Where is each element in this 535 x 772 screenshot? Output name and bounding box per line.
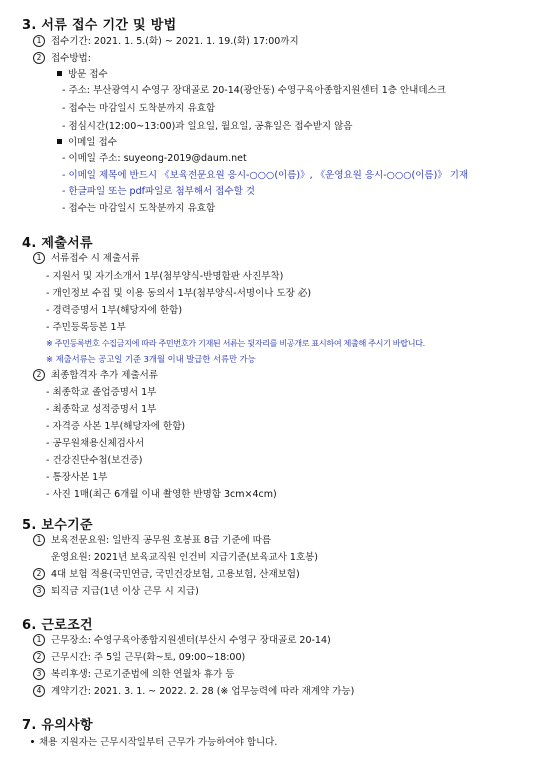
email-subject-line: - 이메일 제목에 반드시 《보육전문요원 응시-○○○(이름)》, 《운영요원 응시-○○○(이름)》 기재 bbox=[62, 170, 469, 181]
s6-item-1 bbox=[33, 634, 331, 647]
email-line: - 접수는 마감일시 도착분까지 유효함 bbox=[62, 203, 216, 214]
email-attachment-line: - 한글파일 또는 pdf파일로 첨부해서 접수할 것 bbox=[62, 186, 255, 197]
s3-item-2-text: 접수방법: bbox=[51, 53, 91, 64]
doc-line: - 공무원채용신체검사서 bbox=[46, 438, 145, 449]
circled-number-2: 2 bbox=[33, 369, 45, 381]
note-line: ※ 주민등록번호 수집금지에 따라 주민번호가 기재된 서류는 뒷자리를 비공개로 표시하여 제출해 주시기 바랍니다. bbox=[46, 338, 425, 348]
email-label: 이메일 접수 bbox=[68, 137, 117, 148]
s3-item-2 bbox=[33, 52, 91, 65]
doc-line: - 사진 1매(최근 6개월 이내 촬영한 반명함 3cm×4cm) bbox=[46, 489, 277, 500]
s4-item-2 bbox=[33, 369, 158, 382]
circled-number-1: 1 bbox=[33, 634, 45, 646]
s5-item-1 bbox=[33, 534, 271, 547]
s6-item-4-text: 계약기간: 2021. 3. 1. ~ 2022. 2. 28 (※ 업무능력에 따라 재계약 가능) bbox=[51, 686, 355, 697]
note-line: ※ 제출서류는 공고일 기준 3개월 이내 발급한 서류만 가능 bbox=[46, 354, 256, 364]
s5-item-1b: 운영요원: 2021년 보육교직원 인건비 지급기준(보육교사 1호봉) bbox=[51, 552, 319, 563]
circled-number-2: 2 bbox=[33, 651, 45, 663]
s7-item-1 bbox=[31, 736, 277, 749]
circled-number-3: 3 bbox=[33, 668, 45, 680]
s6-item-1-text: 근무장소: 수영구육아종합지원센터(부산시 수영구 장대골로 20-14) bbox=[51, 635, 331, 646]
circled-number-2: 2 bbox=[33, 568, 45, 580]
s3-item-1 bbox=[33, 35, 299, 48]
doc-line: - 최종학교 졸업증명서 1부 bbox=[46, 387, 157, 398]
section-6-title: 6. 근로조건 bbox=[22, 618, 93, 633]
doc-line: - 개인정보 수집 및 이용 동의서 1부(첨부양식-서명이나 도장 必) bbox=[46, 288, 312, 299]
s5-item-3-text: 퇴직금 지급(1년 이상 근무 시 지급) bbox=[51, 586, 199, 597]
circled-number-3: 3 bbox=[33, 585, 45, 597]
s3-item-1-text: 접수기간: 2021. 1. 5.(화) ~ 2021. 1. 19.(화) 17:00까지 bbox=[51, 36, 299, 47]
doc-line: - 통장사본 1부 bbox=[46, 472, 108, 483]
doc-line: - 경력증명서 1부(해당자에 한함) bbox=[46, 305, 183, 316]
section-3-title: 3. 서류 접수 기간 및 방법 bbox=[22, 18, 177, 33]
s5-item-2-text: 4대 보험 적용(국민연금, 국민건강보험, 고용보험, 산재보험) bbox=[51, 569, 300, 580]
doc-line: - 건강진단수첩(보건증) bbox=[46, 455, 143, 466]
circled-number-1: 1 bbox=[33, 35, 45, 47]
visit-line: - 접수는 마감일시 도착분까지 유효함 bbox=[62, 103, 216, 114]
s7-item-1-text: 채용 지원자는 근무시작일부터 근무가 가능하여야 합니다. bbox=[39, 737, 278, 748]
doc-line: - 자격증 사본 1부(해당자에 한함) bbox=[46, 421, 186, 432]
visit-line: - 주소: 부산광역시 수영구 장대골로 20-14(광안동) 수영구육아종합지원센터 1층 안내데스크 bbox=[62, 85, 446, 96]
email-heading bbox=[57, 136, 117, 149]
s5-item-3 bbox=[33, 585, 199, 598]
square-bullet-icon bbox=[57, 71, 62, 76]
s6-item-3-text: 복리후생: 근로기준법에 의한 연월차 휴가 등 bbox=[51, 669, 235, 680]
doc-line: - 지원서 및 자기소개서 1부(첨부양식-반명함판 사진부착) bbox=[46, 271, 284, 282]
email-line: - 이메일 주소: suyeong-2019@daum.net bbox=[62, 153, 247, 164]
bullet-dot-icon bbox=[31, 740, 34, 743]
circled-number-1: 1 bbox=[33, 252, 45, 264]
s4-item-2-text: 최종합격자 추가 제출서류 bbox=[51, 370, 158, 381]
visit-heading bbox=[57, 68, 108, 81]
circled-number-2: 2 bbox=[33, 52, 45, 64]
s4-item-1-text: 서류접수 시 제출서류 bbox=[51, 253, 140, 264]
section-4-title: 4. 제출서류 bbox=[22, 236, 93, 251]
visit-label: 방문 접수 bbox=[68, 69, 108, 80]
circled-number-1: 1 bbox=[33, 534, 45, 546]
circled-number-4: 4 bbox=[33, 685, 45, 697]
s4-item-1 bbox=[33, 252, 140, 265]
doc-line: - 최종학교 성적증명서 1부 bbox=[46, 404, 157, 415]
visit-line: - 점심시간(12:00~13:00)과 일요일, 월요일, 공휴일은 접수받지 않음 bbox=[62, 121, 353, 132]
section-5-title: 5. 보수기준 bbox=[22, 518, 93, 533]
section-7-title: 7. 유의사항 bbox=[22, 718, 93, 733]
s6-item-3 bbox=[33, 668, 235, 681]
s6-item-2-text: 근무시간: 주 5일 근무(화~토, 09:00~18:00) bbox=[51, 652, 246, 663]
s5-item-1-text: 보육전문요원: 일반직 공무원 호봉표 8급 기준에 따름 bbox=[51, 535, 272, 546]
doc-line: - 주민등록등본 1부 bbox=[46, 322, 126, 333]
s6-item-4 bbox=[33, 685, 354, 698]
s6-item-2 bbox=[33, 651, 245, 664]
square-bullet-icon bbox=[57, 139, 62, 144]
s5-item-2 bbox=[33, 568, 300, 581]
